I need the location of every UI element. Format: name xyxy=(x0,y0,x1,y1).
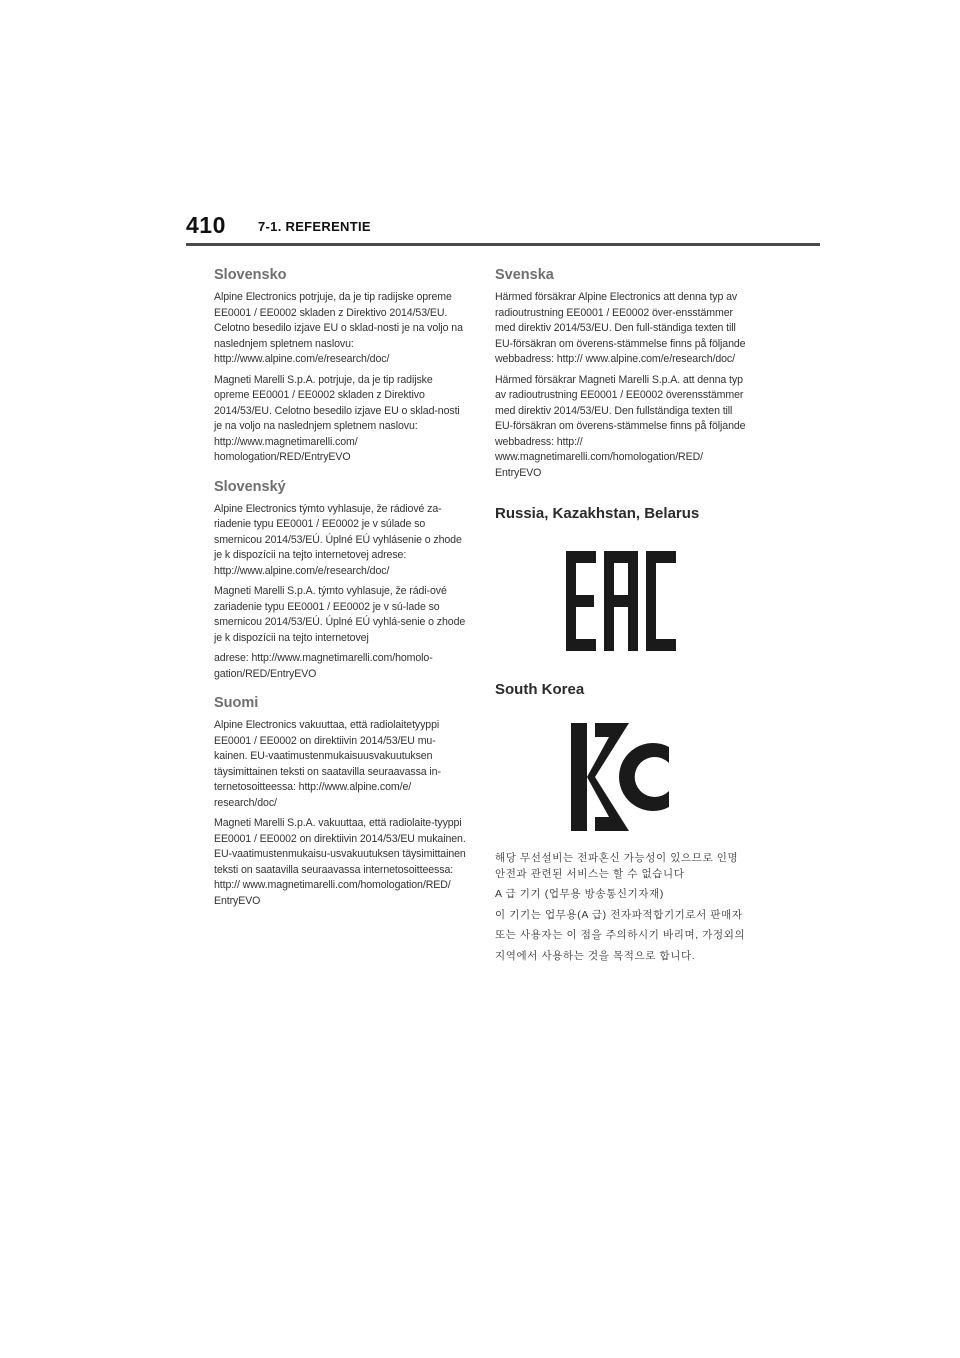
eac-mark-icon xyxy=(562,551,680,651)
declaration-paragraph: Alpine Electronics potrjuje, da je tip radijske opreme EE0001 / EE0002 skladen z Direktivo 2014/53/EU. Celotno besedilo izjave EU o sklad-nosti je na voljo na naslednjem spletnem naslovu: http://www.alpine.com/e/research/doc/ xyxy=(214,291,463,365)
declaration-paragraph: adrese: http://www.magnetimarelli.com/homolo-gation/RED/EntryEVO xyxy=(214,652,433,680)
right-column xyxy=(495,266,747,969)
declaration-paragraph: Alpine Electronics týmto vyhlasuje, že rádiové za-riadenie typu EE0001 / EE0002 je v súlade so smernicou 2014/53/EÚ. Úplné EÚ vyhlásenie o zhode je k dispozícii na tejto internetovej adrese: http://www.alpine.com/e/research/doc/ xyxy=(214,502,462,577)
kc-logo-wrap xyxy=(495,721,747,833)
section-svenska xyxy=(495,266,747,481)
korea-notice-paragraph: A 급 기기 (업무용 방송통신기자재) xyxy=(495,888,664,900)
declaration-paragraph: Härmed försäkrar Alpine Electronics att denna typ av radioutrustning EE0001 / EE0002 över-ensstämmer med direktiv 2014/53/EU. Den full-ständiga texten till EU-försäkran om överens-stämmelse finns på följande webbadress: http:// www.alpine.com/e/research/doc/ xyxy=(495,291,746,365)
korea-notice-paragraph: 지역에서 사용하는 것을 목적으로 합니다. xyxy=(495,949,696,962)
declaration-paragraph: Magneti Marelli S.p.A. vakuuttaa, että radiolaite-tyyppi EE0001 / EE0002 on direktiivin 2014/53/EU mukainen. EU-vaatimustenmukaisu-usvakuutuksen täysimittainen teksti on saatavilla seuraavassa internetosoitteessa: http:// www.magnetimarelli.com/homologation/RED/ EntryEVO xyxy=(214,817,466,907)
page-number: 410 xyxy=(186,212,226,238)
korea-notice-paragraph: 또는 사용자는 이 점을 주의하시기 바리며, 가정외의 xyxy=(495,929,746,941)
region-heading-eac: Russia, Kazakhstan, Belarus xyxy=(495,505,700,522)
section-suomi xyxy=(214,694,466,909)
language-heading: Svenska xyxy=(495,267,554,283)
section-slovensko xyxy=(214,266,466,466)
eac-logo-wrap xyxy=(495,551,747,651)
declaration-paragraph: Magneti Marelli S.p.A. potrjuje, da je tip radijske opreme EE0001 / EE0002 skladen z Direktivo 2014/53/EU. Celotno besedilo izjave EU o sklad-nosti je na voljo na naslednjem spletnem naslovu: http://www.magnetimarelli.com/ homologation/RED/EntryEVO xyxy=(214,373,460,463)
header-divider xyxy=(186,243,820,246)
kc-mark-icon xyxy=(569,721,673,833)
korea-notice-paragraph: 해당 무선설비는 전파혼신 가능성이 있으므로 인명안전과 관련된 서비스는 할 수 없습니다 xyxy=(495,852,739,880)
region-heading-korea: South Korea xyxy=(495,681,585,698)
section-slovensky xyxy=(214,478,466,683)
left-column xyxy=(214,266,466,921)
page-header xyxy=(0,0,960,250)
language-heading: Suomi xyxy=(214,695,259,711)
language-heading: Slovensko xyxy=(214,267,287,283)
korea-notice-paragraph: 이 기기는 업무용(A 급) 전자파적합기기로서 판매자 xyxy=(495,908,743,921)
declaration-paragraph: Alpine Electronics vakuuttaa, että radiolaitetyyppi EE0001 / EE0002 on direktiivin 2014/53/EU mu-kainen. EU-vaatimustenmukaisuusvakuutuksen täysimittainen teksti on saatavilla seuraavassa in-ternetosoitteessa: http://www.alpine.com/e/ research/doc/ xyxy=(214,719,441,809)
declaration-paragraph: Härmed försäkrar Magneti Marelli S.p.A. att denna typ av radioutrustning EE0001 / EE0002 överensstämmer med direktiv 2014/53/EU. Den fullständiga texten till EU-försäkran om överens-stämmelse finns på följande webbadress: http:// www.magnetimarelli.com/homologation/RED/ EntryEVO xyxy=(495,373,746,479)
section-title: 7-1. REFERENTIE xyxy=(258,219,371,234)
declaration-paragraph: Magneti Marelli S.p.A. týmto vyhlasuje, že rádi-ové zariadenie typu EE0001 / EE0002 je v sú-lade so smernicou 2014/53/EÚ. Úplné EÚ vyhlá-senie o zhode je k dispozícii na tejto internetovej xyxy=(214,585,466,644)
language-heading: Slovenský xyxy=(214,478,286,495)
